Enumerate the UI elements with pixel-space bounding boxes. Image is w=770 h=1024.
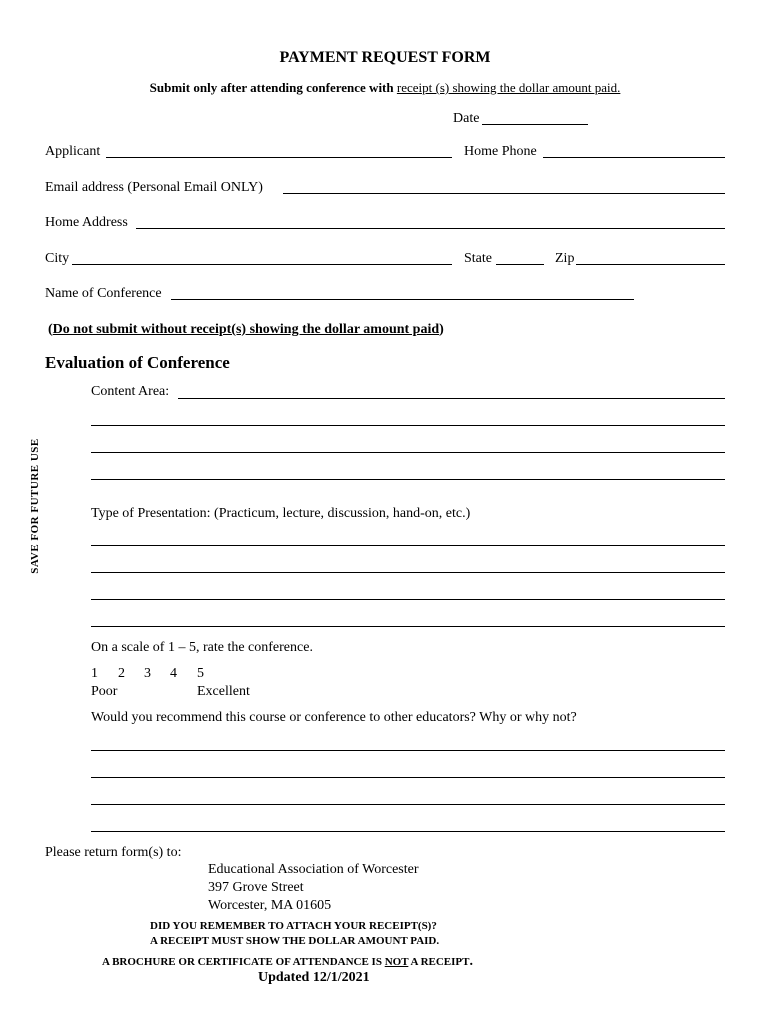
presentation-type-label: Type of Presentation: (Practicum, lecture, discussion, hand-on, etc.) <box>91 506 471 521</box>
footer-not-emphasis: NOT <box>384 956 409 968</box>
recommend-question: Would you recommend this course or conference to other educators? Why or why not? <box>91 710 577 725</box>
footer-brochure-text-a: A BROCHURE OR CERTIFICATE OF ATTENDANCE IS <box>102 956 385 968</box>
return-org: Educational Association of Worcester <box>208 862 419 877</box>
warning-open-paren: ( <box>48 322 53 337</box>
recommend-line-2[interactable] <box>91 777 725 778</box>
home-phone-field[interactable] <box>543 157 725 158</box>
conference-name-label: Name of Conference <box>45 286 162 301</box>
updated-date: Updated 12/1/2021 <box>258 970 370 985</box>
footer-receipt-rule: A RECEIPT MUST SHOW THE DOLLAR AMOUNT PAID. <box>150 935 440 947</box>
date-label: Date <box>453 111 480 126</box>
subtitle-underlined-text: receipt (s) showing the dollar amount paid. <box>396 80 621 95</box>
rating-number-4[interactable]: 4 <box>170 666 177 681</box>
footer-brochure-period: . <box>469 954 473 969</box>
content-area-label: Content Area: <box>91 384 170 399</box>
return-city: Worcester, MA 01605 <box>208 898 332 913</box>
home-address-label: Home Address <box>45 215 128 230</box>
form-subtitle <box>0 80 770 96</box>
footer-brochure-text-b: A RECEIPT <box>408 956 470 968</box>
state-label: State <box>464 251 492 266</box>
recommend-line-3[interactable] <box>91 804 725 805</box>
rating-high-label: Excellent <box>197 684 250 699</box>
applicant-field[interactable] <box>106 157 452 158</box>
presentation-line-3[interactable] <box>91 599 725 600</box>
evaluation-heading: Evaluation of Conference <box>45 353 230 372</box>
applicant-label: Applicant <box>45 144 101 159</box>
footer-brochure-note <box>102 954 473 970</box>
content-area-line-4[interactable] <box>91 479 725 480</box>
city-label: City <box>45 251 70 266</box>
footer-reminder: DID YOU REMEMBER TO ATTACH YOUR RECEIPT(S)? <box>150 920 437 932</box>
form-title: PAYMENT REQUEST FORM <box>279 49 491 66</box>
return-label: Please return form(s) to: <box>45 845 182 860</box>
receipt-warning <box>48 322 444 338</box>
city-field[interactable] <box>72 264 452 265</box>
content-area-line-2[interactable] <box>91 425 725 426</box>
rating-number-3[interactable]: 3 <box>144 666 151 681</box>
content-area-line-3[interactable] <box>91 452 725 453</box>
rating-number-1[interactable]: 1 <box>91 666 98 681</box>
subtitle-bold-text: Submit only after attending conference with <box>149 80 397 95</box>
presentation-line-4[interactable] <box>91 626 725 627</box>
home-phone-label: Home Phone <box>464 144 537 159</box>
rating-low-label: Poor <box>91 684 118 699</box>
recommend-line-1[interactable] <box>91 750 725 751</box>
rating-number-5[interactable]: 5 <box>197 666 204 681</box>
rating-prompt: On a scale of 1 – 5, rate the conference. <box>91 640 313 655</box>
content-area-line-1[interactable] <box>178 398 725 399</box>
email-label: Email address (Personal Email ONLY) <box>45 180 263 195</box>
zip-label: Zip <box>555 251 575 266</box>
zip-field[interactable] <box>576 264 725 265</box>
warning-text: Do not submit without receipt(s) showing the dollar amount paid <box>52 322 440 337</box>
rating-number-2[interactable]: 2 <box>118 666 125 681</box>
recommend-line-4[interactable] <box>91 831 725 832</box>
save-for-future-use-label: SAVE FOR FUTURE USE <box>29 438 41 574</box>
conference-name-field[interactable] <box>171 299 634 300</box>
warning-close-paren: ) <box>439 322 444 337</box>
email-field[interactable] <box>283 193 725 194</box>
date-field[interactable] <box>482 124 588 125</box>
presentation-line-1[interactable] <box>91 545 725 546</box>
presentation-line-2[interactable] <box>91 572 725 573</box>
state-field[interactable] <box>496 264 544 265</box>
return-street: 397 Grove Street <box>208 880 304 895</box>
home-address-field[interactable] <box>136 228 725 229</box>
